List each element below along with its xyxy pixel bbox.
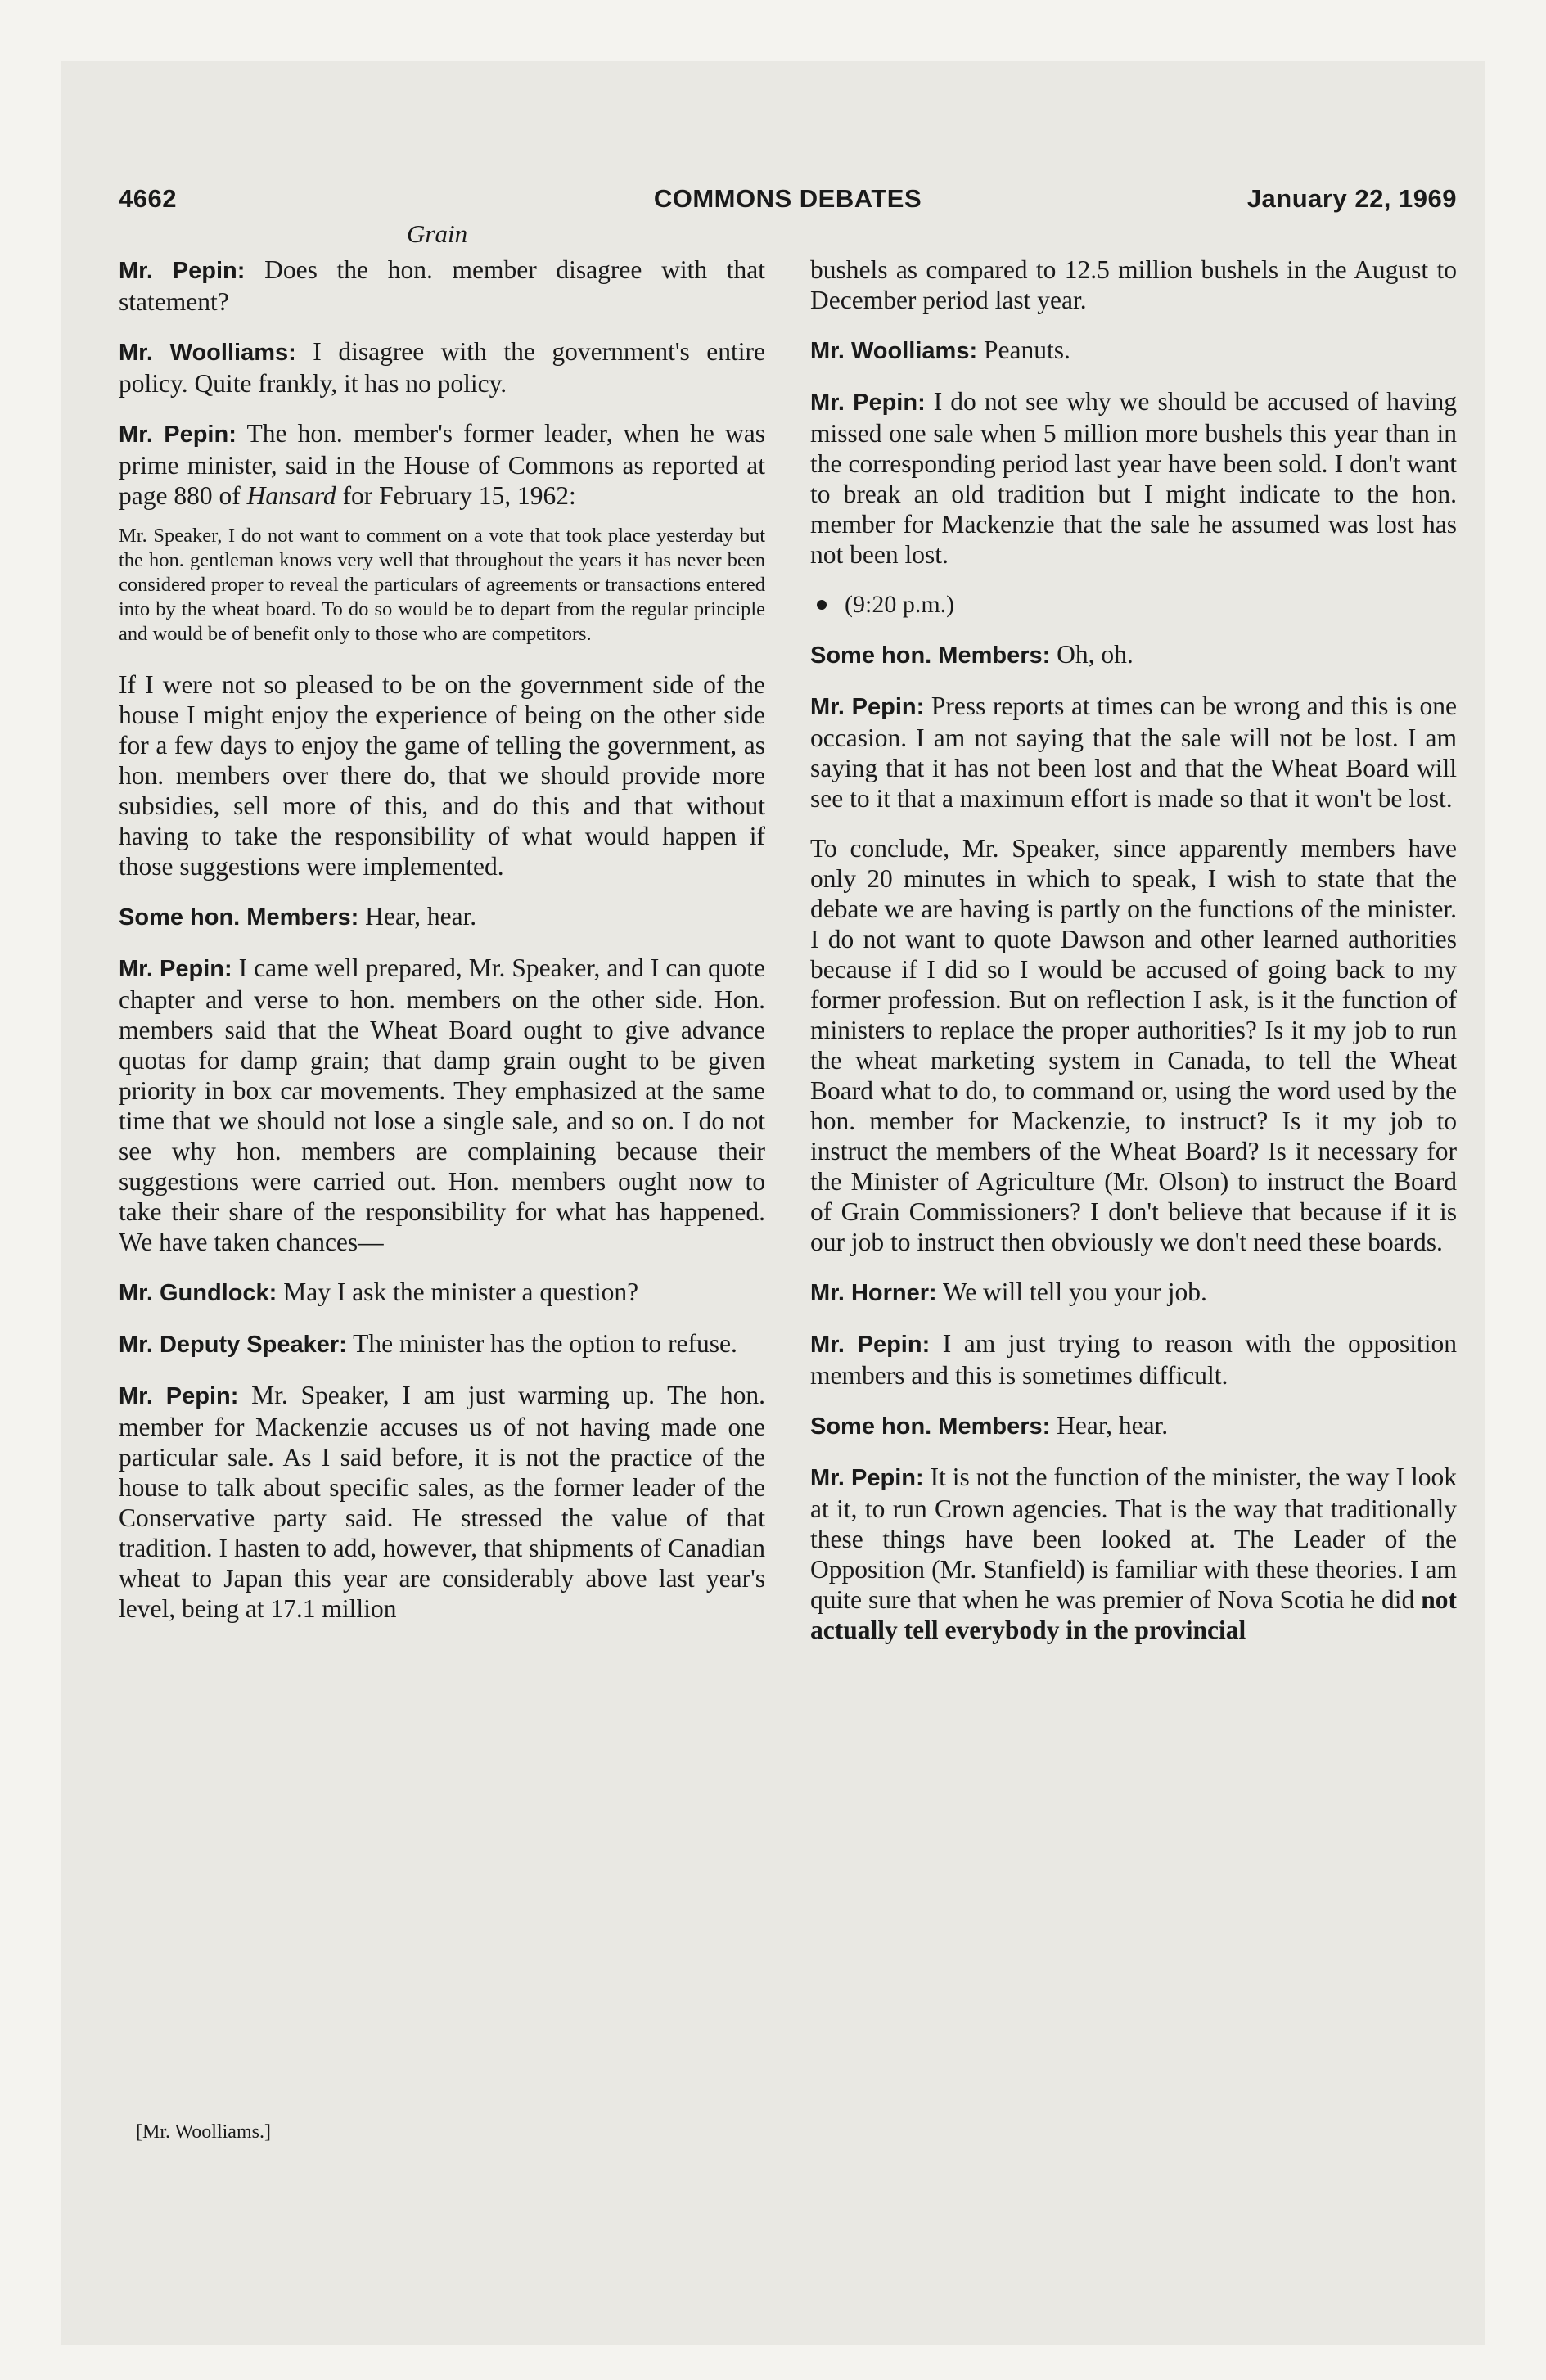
speaker-name: Mr. Gundlock:	[119, 1280, 277, 1306]
page-footer: [Mr. Woolliams.]	[136, 2121, 271, 2143]
subject-heading: Grain	[407, 219, 468, 248]
page-number: 4662	[119, 184, 177, 213]
paragraph	[810, 1328, 1457, 1391]
paragraph	[119, 953, 765, 1257]
paragraph	[810, 1462, 1457, 1645]
speech-text: Press reports at times can be wrong and this is one occasion. I am not saying that the sale will not be lost. I am saying that it has not been lost and that the Wheat Board will see to it that a maximum effort is made so that it won't be lost.	[810, 692, 1457, 813]
bullet-icon	[817, 600, 827, 610]
speech-text: I do not see why we should be accused of having missed one sale when 5 million more bushels this year than in the corresponding period last year have been sold. I don't want to break an old tradition but I might indicate to the hon. member for Mackenzie that the sale he assumed was lost has not been lost.	[810, 387, 1457, 569]
publication-title: COMMONS DEBATES	[653, 184, 922, 213]
paragraph	[119, 336, 765, 399]
speaker-name: Some hon. Members:	[119, 904, 359, 931]
paragraph: If I were not so pleased to be on the government side of the house I might enjoy the experience of being on the other side for a few days to enjoy the game of telling the government, as hon. members over there do, that we should provide more subsidies, sell more of this, and do this and that without having to take the responsibility of what would happen if those suggestions were implemented.	[119, 670, 765, 881]
time-stamp: (9:20 p.m.)	[845, 591, 955, 618]
paragraph	[119, 901, 765, 933]
speech-text: Mr. Speaker, I am just warming up. The hon. member for Mackenzie accuses us of not having made one particular sale. As I said before, it is not the practice of the house to talk about specific sales, as the former leader of the Conservative party said. He stressed the value of that tradition. I hasten to add, however, that shipments of Canadian wheat to Japan this year are considerably above last year's level, being at 17.1 million	[119, 1381, 765, 1623]
speech-text: The minister has the option to refuse.	[346, 1329, 737, 1358]
speech-text: Hear, hear.	[1050, 1411, 1169, 1440]
paragraph	[810, 639, 1457, 671]
speaker-name: Mr. Pepin:	[119, 1383, 239, 1409]
speaker-name: Some hon. Members:	[810, 642, 1051, 669]
speaker-name: Mr. Pepin:	[810, 694, 925, 720]
speech-text: I disagree with the government's entire policy. Quite frankly, it has no policy.	[119, 337, 765, 398]
speech-text: for February 15, 1962:	[336, 481, 576, 510]
paragraph	[810, 386, 1457, 570]
paragraph	[119, 418, 765, 511]
speaker-name: Mr. Pepin:	[119, 956, 232, 982]
paragraph	[119, 255, 765, 317]
speaker-name: Mr. Pepin:	[119, 421, 237, 448]
paragraph: To conclude, Mr. Speaker, since apparently members have only 20 minutes in which to speak, I wish to state that the debate we are having is partly on the functions of the minister. I do not want to quote Dawson and other learned authorities because if I did so I would be accused of going back to my former profession. But on reflection I ask, is it the function of ministers to replace the proper authorities? Is it my job to run the wheat marketing system in Canada, to tell the Wheat Board what to do, to command or, using the word used by the hon. member for Mackenzie, to instruct? Is it my job to instruct the members of the Wheat Board? Is it necessary for the Minister of Agriculture (Mr. Olson) to instruct the Board of Grain Commissioners? I don't believe that because if it is our job to instruct then obviously we don't need these boards.	[810, 834, 1457, 1256]
paragraph	[810, 1410, 1457, 1442]
time-marker	[810, 589, 1457, 620]
left-column	[119, 255, 765, 1643]
speaker-name: Mr. Deputy Speaker:	[119, 1332, 347, 1358]
block-quote: Mr. Speaker, I do not want to comment on a vote that took place yesterday but the hon. gentleman knows very well that throughout the years it has never been considered proper to reveal the particulars of agreements or transactions entered into by the wheat board. To do so would be to depart from the regular principle and would be of benefit only to those who are competitors.	[119, 525, 765, 645]
speaker-name: Mr. Pepin:	[810, 1465, 924, 1491]
paragraph	[810, 691, 1457, 814]
speech-text: Peanuts.	[977, 336, 1070, 364]
speaker-name: Mr. Pepin:	[810, 390, 926, 416]
speech-text-bold: not actually tell everybody in the provincial	[810, 1585, 1457, 1644]
speech-text: The hon. member's former leader, when he was prime minister, said in the House of Commons as reported at page 880 of	[119, 419, 765, 510]
paragraph	[810, 1277, 1457, 1309]
speech-text: It is not the function of the minister, the way I look at it, to run Crown agencies. That is the way that traditionally these things have been looked at. The Leader of the Opposition (Mr. Stanfield) is familiar with these theories. I am quite sure that when he was premier of Nova Scotia he did	[810, 1463, 1457, 1614]
page-date: January 22, 1969	[1246, 184, 1457, 213]
speaker-name: Some hon. Members:	[810, 1413, 1051, 1440]
speaker-name: Mr. Woolliams:	[810, 338, 978, 364]
speaker-name: Mr. Horner:	[810, 1280, 937, 1306]
paragraph	[119, 1380, 765, 1624]
paragraph: bushels as compared to 12.5 million bushels in the August to December period last year.	[810, 255, 1457, 314]
speech-text: I came well prepared, Mr. Speaker, and I can quote chapter and verse to hon. members on the other side. Hon. members said that the Wheat Board ought to give advance quotas for damp grain; that damp grain ought to be given priority in box car movements. They emphasized at the same time that we should not lose a single sale, and so on. I do not see why hon. members are complaining because their suggestions were carried out. Hon. members ought now to take their share of the responsibility for what has happened. We have taken chances—	[119, 953, 765, 1256]
italic-title: Hansard	[246, 481, 336, 510]
speech-text: I am just trying to reason with the opposition members and this is sometimes difficult.	[810, 1329, 1457, 1390]
page-header	[119, 184, 1457, 220]
paragraph	[810, 335, 1457, 367]
speech-text: Hear, hear.	[358, 902, 477, 931]
speech-text: We will tell you your job.	[936, 1278, 1207, 1306]
speaker-name: Mr. Pepin:	[810, 1332, 931, 1358]
speech-text: Does the hon. member disagree with that statement?	[119, 255, 766, 316]
speaker-name: Mr. Woolliams:	[119, 340, 296, 366]
paragraph	[119, 1328, 765, 1360]
speech-text: Oh, oh.	[1050, 640, 1134, 669]
speech-text: May I ask the minister a question?	[277, 1278, 639, 1306]
paragraph	[119, 1277, 765, 1309]
right-column	[810, 255, 1457, 1665]
speaker-name: Mr. Pepin:	[119, 258, 246, 284]
